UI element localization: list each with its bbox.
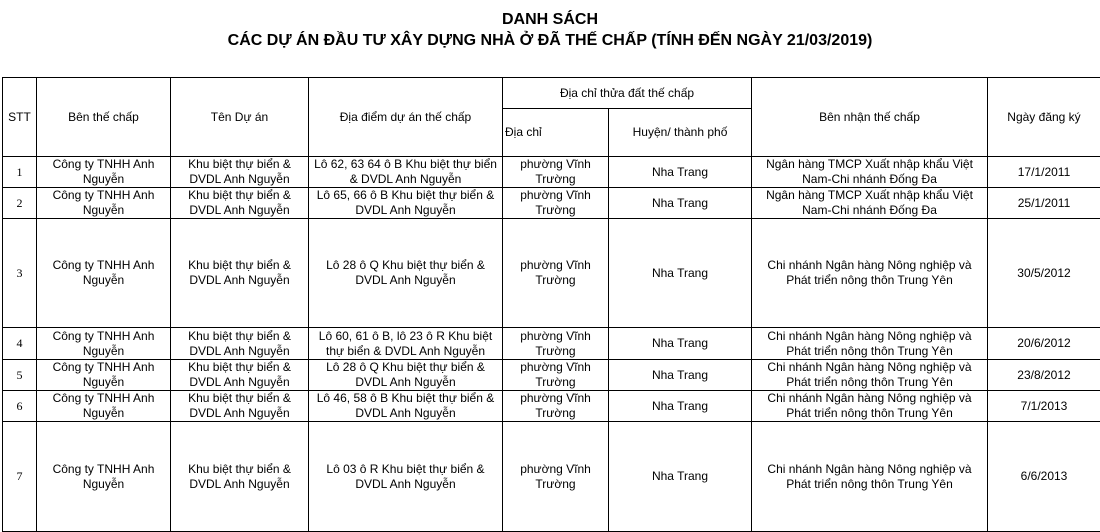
- cell-mortgagee: Ngân hàng TMCP Xuất nhập khẩu Việt Nam-Chi nhánh Đống Đa: [752, 188, 988, 219]
- cell-location: Lô 03 ô R Khu biệt thự biển & DVDL Anh Nguyễn: [309, 422, 503, 532]
- header-parcel-group: Địa chỉ thửa đất thế chấp: [503, 78, 752, 109]
- cell-reg-date: 25/1/2011: [988, 188, 1100, 219]
- cell-address: phường Vĩnh Trường: [503, 157, 609, 188]
- cell-project: Khu biệt thự biển & DVDL Anh Nguyễn: [171, 360, 309, 391]
- header-row: [3, 78, 1100, 109]
- table-row: [3, 157, 1100, 188]
- cell-location: Lô 65, 66 ô B Khu biệt thự biển & DVDL Anh Nguyễn: [309, 188, 503, 219]
- document-title: DANH SÁCH: [0, 10, 1100, 30]
- cell-district: Nha Trang: [609, 328, 752, 360]
- cell-location: Lô 28 ô Q Khu biệt thự biển & DVDL Anh Nguyễn: [309, 219, 503, 328]
- cell-location: Lô 28 ô Q Khu biệt thự biển & DVDL Anh Nguyễn: [309, 360, 503, 391]
- table-row: [3, 391, 1100, 422]
- cell-stt: 4: [3, 328, 37, 360]
- cell-mortgagor: Công ty TNHH Anh Nguyễn: [37, 422, 171, 532]
- cell-project: Khu biệt thự biển & DVDL Anh Nguyễn: [171, 157, 309, 188]
- cell-mortgagor: Công ty TNHH Anh Nguyễn: [37, 157, 171, 188]
- cell-mortgagor: Công ty TNHH Anh Nguyễn: [37, 360, 171, 391]
- cell-stt: 3: [3, 219, 37, 328]
- cell-district: Nha Trang: [609, 188, 752, 219]
- cell-location: Lô 62, 63 64 ô B Khu biệt thự biển & DVDL Anh Nguyễn: [309, 157, 503, 188]
- cell-project: Khu biệt thự biển & DVDL Anh Nguyễn: [171, 328, 309, 360]
- cell-address: phường Vĩnh Trường: [503, 188, 609, 219]
- document-subtitle: CÁC DỰ ÁN ĐẦU TƯ XÂY DỰNG NHÀ Ở ĐÃ THẾ CHẤP (TÍNH ĐẾN NGÀY 21/03/2019): [0, 31, 1100, 51]
- header-mortgagor: Bên thế chấp: [37, 78, 171, 157]
- header-mortgagee: Bên nhận thế chấp: [752, 78, 988, 157]
- cell-mortgagor: Công ty TNHH Anh Nguyễn: [37, 328, 171, 360]
- cell-address: phường Vĩnh Trường: [503, 391, 609, 422]
- cell-mortgagor: Công ty TNHH Anh Nguyễn: [37, 391, 171, 422]
- cell-reg-date: 7/1/2013: [988, 391, 1100, 422]
- table-row: [3, 219, 1100, 328]
- cell-stt: 5: [3, 360, 37, 391]
- cell-stt: 2: [3, 188, 37, 219]
- cell-district: Nha Trang: [609, 219, 752, 328]
- header-reg-date: Ngày đăng ký: [988, 78, 1100, 157]
- cell-stt: 6: [3, 391, 37, 422]
- cell-mortgagee: Chi nhánh Ngân hàng Nông nghiệp và Phát triển nông thôn Trung Yên: [752, 328, 988, 360]
- mortgage-table: [2, 77, 1100, 532]
- cell-project: Khu biệt thự biển & DVDL Anh Nguyễn: [171, 219, 309, 328]
- table-row: [3, 328, 1100, 360]
- cell-address: phường Vĩnh Trường: [503, 422, 609, 532]
- header-project: Tên Dự án: [171, 78, 309, 157]
- cell-mortgagee: Chi nhánh Ngân hàng Nông nghiệp và Phát triển nông thôn Trung Yên: [752, 391, 988, 422]
- cell-address: phường Vĩnh Trường: [503, 360, 609, 391]
- cell-address: phường Vĩnh Trường: [503, 219, 609, 328]
- cell-district: Nha Trang: [609, 391, 752, 422]
- cell-mortgagee: Chi nhánh Ngân hàng Nông nghiệp và Phát triển nông thôn Trung Yên: [752, 219, 988, 328]
- cell-reg-date: 17/1/2011: [988, 157, 1100, 188]
- cell-district: Nha Trang: [609, 157, 752, 188]
- cell-reg-date: 20/6/2012: [988, 328, 1100, 360]
- table-row: [3, 360, 1100, 391]
- cell-mortgagee: Chi nhánh Ngân hàng Nông nghiệp và Phát triển nông thôn Trung Yên: [752, 360, 988, 391]
- cell-mortgagee: Ngân hàng TMCP Xuất nhập khẩu Việt Nam-Chi nhánh Đống Đa: [752, 157, 988, 188]
- cell-location: Lô 60, 61 ô B, lô 23 ô R Khu biệt thự biển & DVDL Anh Nguyễn: [309, 328, 503, 360]
- cell-project: Khu biệt thự biển & DVDL Anh Nguyễn: [171, 391, 309, 422]
- header-stt: STT: [3, 78, 37, 157]
- header-address: Địa chỉ: [503, 109, 609, 157]
- cell-stt: 1: [3, 157, 37, 188]
- cell-address: phường Vĩnh Trường: [503, 328, 609, 360]
- cell-mortgagor: Công ty TNHH Anh Nguyễn: [37, 188, 171, 219]
- table-row: [3, 188, 1100, 219]
- cell-location: Lô 46, 58 ô B Khu biệt thự biển & DVDL Anh Nguyễn: [309, 391, 503, 422]
- header-district: Huyện/ thành phố: [609, 109, 752, 157]
- cell-reg-date: 6/6/2013: [988, 422, 1100, 532]
- cell-mortgagee: Chi nhánh Ngân hàng Nông nghiệp và Phát triển nông thôn Trung Yên: [752, 422, 988, 532]
- cell-reg-date: 30/5/2012: [988, 219, 1100, 328]
- cell-project: Khu biệt thự biển & DVDL Anh Nguyễn: [171, 422, 309, 532]
- table-row: [3, 422, 1100, 532]
- cell-mortgagor: Công ty TNHH Anh Nguyễn: [37, 219, 171, 328]
- cell-district: Nha Trang: [609, 422, 752, 532]
- header-location: Địa điểm dự án thế chấp: [309, 78, 503, 157]
- cell-reg-date: 23/8/2012: [988, 360, 1100, 391]
- cell-stt: 7: [3, 422, 37, 532]
- cell-project: Khu biệt thự biển & DVDL Anh Nguyễn: [171, 188, 309, 219]
- cell-district: Nha Trang: [609, 360, 752, 391]
